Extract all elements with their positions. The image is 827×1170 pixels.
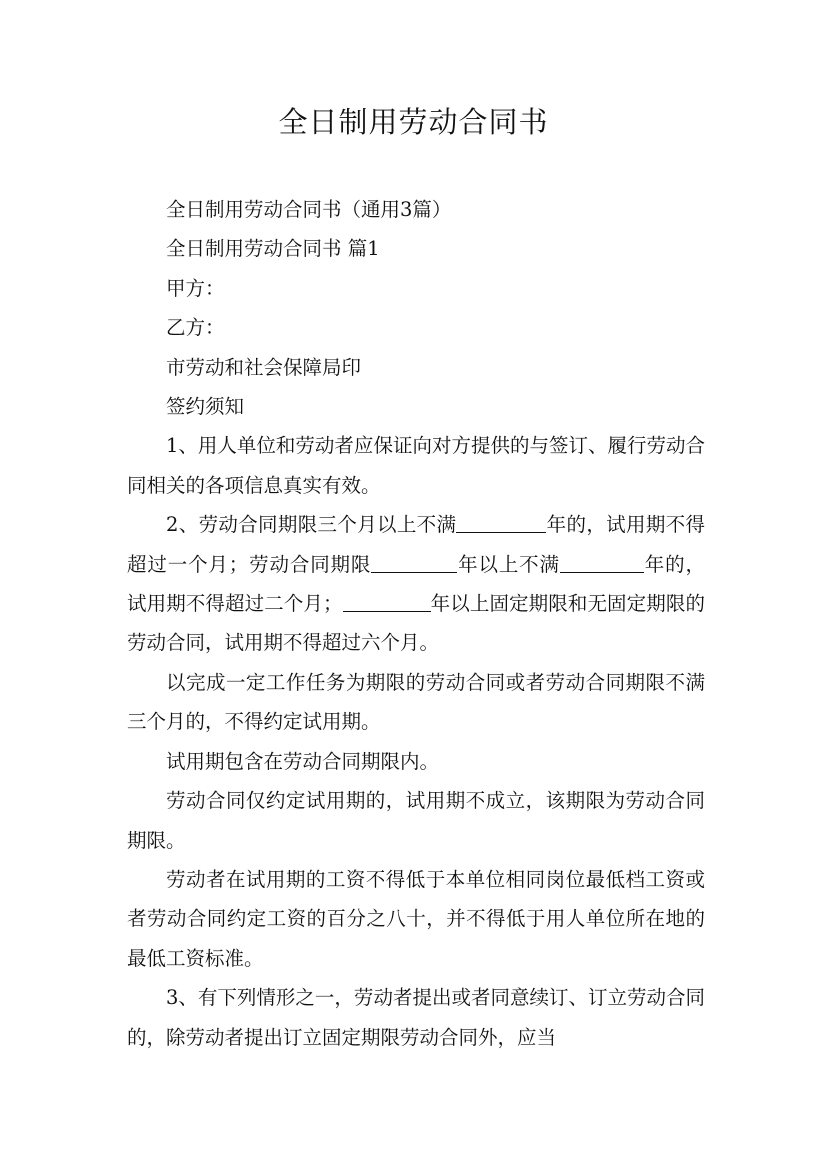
blank-line <box>456 511 546 533</box>
item2-text-3: 年以上不满 <box>457 552 560 576</box>
subtitle: 全日制用劳动合同书（通用3篇） <box>166 198 452 221</box>
notice-item-2 <box>127 505 705 663</box>
section-heading: 全日制用劳动合同书 篇1 <box>166 237 380 261</box>
item2-text-5: 年以上固定期限和无固定期限的劳动合同，试用期不得超过六个月。 <box>127 592 705 655</box>
paragraph-probation-included: 试用期包含在劳动合同期限内。 <box>166 749 440 773</box>
document-title: 全日制用劳动合同书 <box>278 105 549 139</box>
issuer-line: 市劳动和社会保障局印 <box>166 355 362 379</box>
blank-line <box>371 550 457 572</box>
notice-item-1: 1、用人单位和劳动者应保证向对方提供的与签订、履行劳动合同相关的各项信息真实有效。 <box>127 434 705 497</box>
blank-line <box>343 590 431 612</box>
item2-text-4: 年的，试用期不得超过二个月； <box>127 552 705 616</box>
notice-heading: 签约须知 <box>166 395 245 419</box>
paragraph-task-contract: 以完成一定工作任务为期限的劳动合同或者劳动合同期限不满三个月的，不得约定试用期。 <box>127 670 705 734</box>
party-b-label: 乙方： <box>166 316 225 340</box>
notice-item-3: 3、有下列情形之一，劳动者提出或者同意续订、订立劳动合同的，除劳动者提出订立固定期限劳动合同外，应当 <box>127 986 705 1049</box>
paragraph-only-probation: 劳动合同仅约定试用期的，试用期不成立，该期限为劳动合同期限。 <box>127 789 705 852</box>
party-a-label: 甲方： <box>166 276 225 300</box>
item2-text-2: 年的，试用期不得超过一个月；劳动合同期限 <box>127 513 705 576</box>
item2-text-1: 2、劳动合同期限三个月以上不满 <box>166 513 457 537</box>
document-body <box>127 190 705 1057</box>
paragraph-probation-wage: 劳动者在试用期的工资不得低于本单位相同岗位最低档工资或者劳动合同约定工资的百分之八十，并不得低于用人单位所在地的最低工资标准。 <box>127 867 705 970</box>
blank-line <box>560 550 644 572</box>
